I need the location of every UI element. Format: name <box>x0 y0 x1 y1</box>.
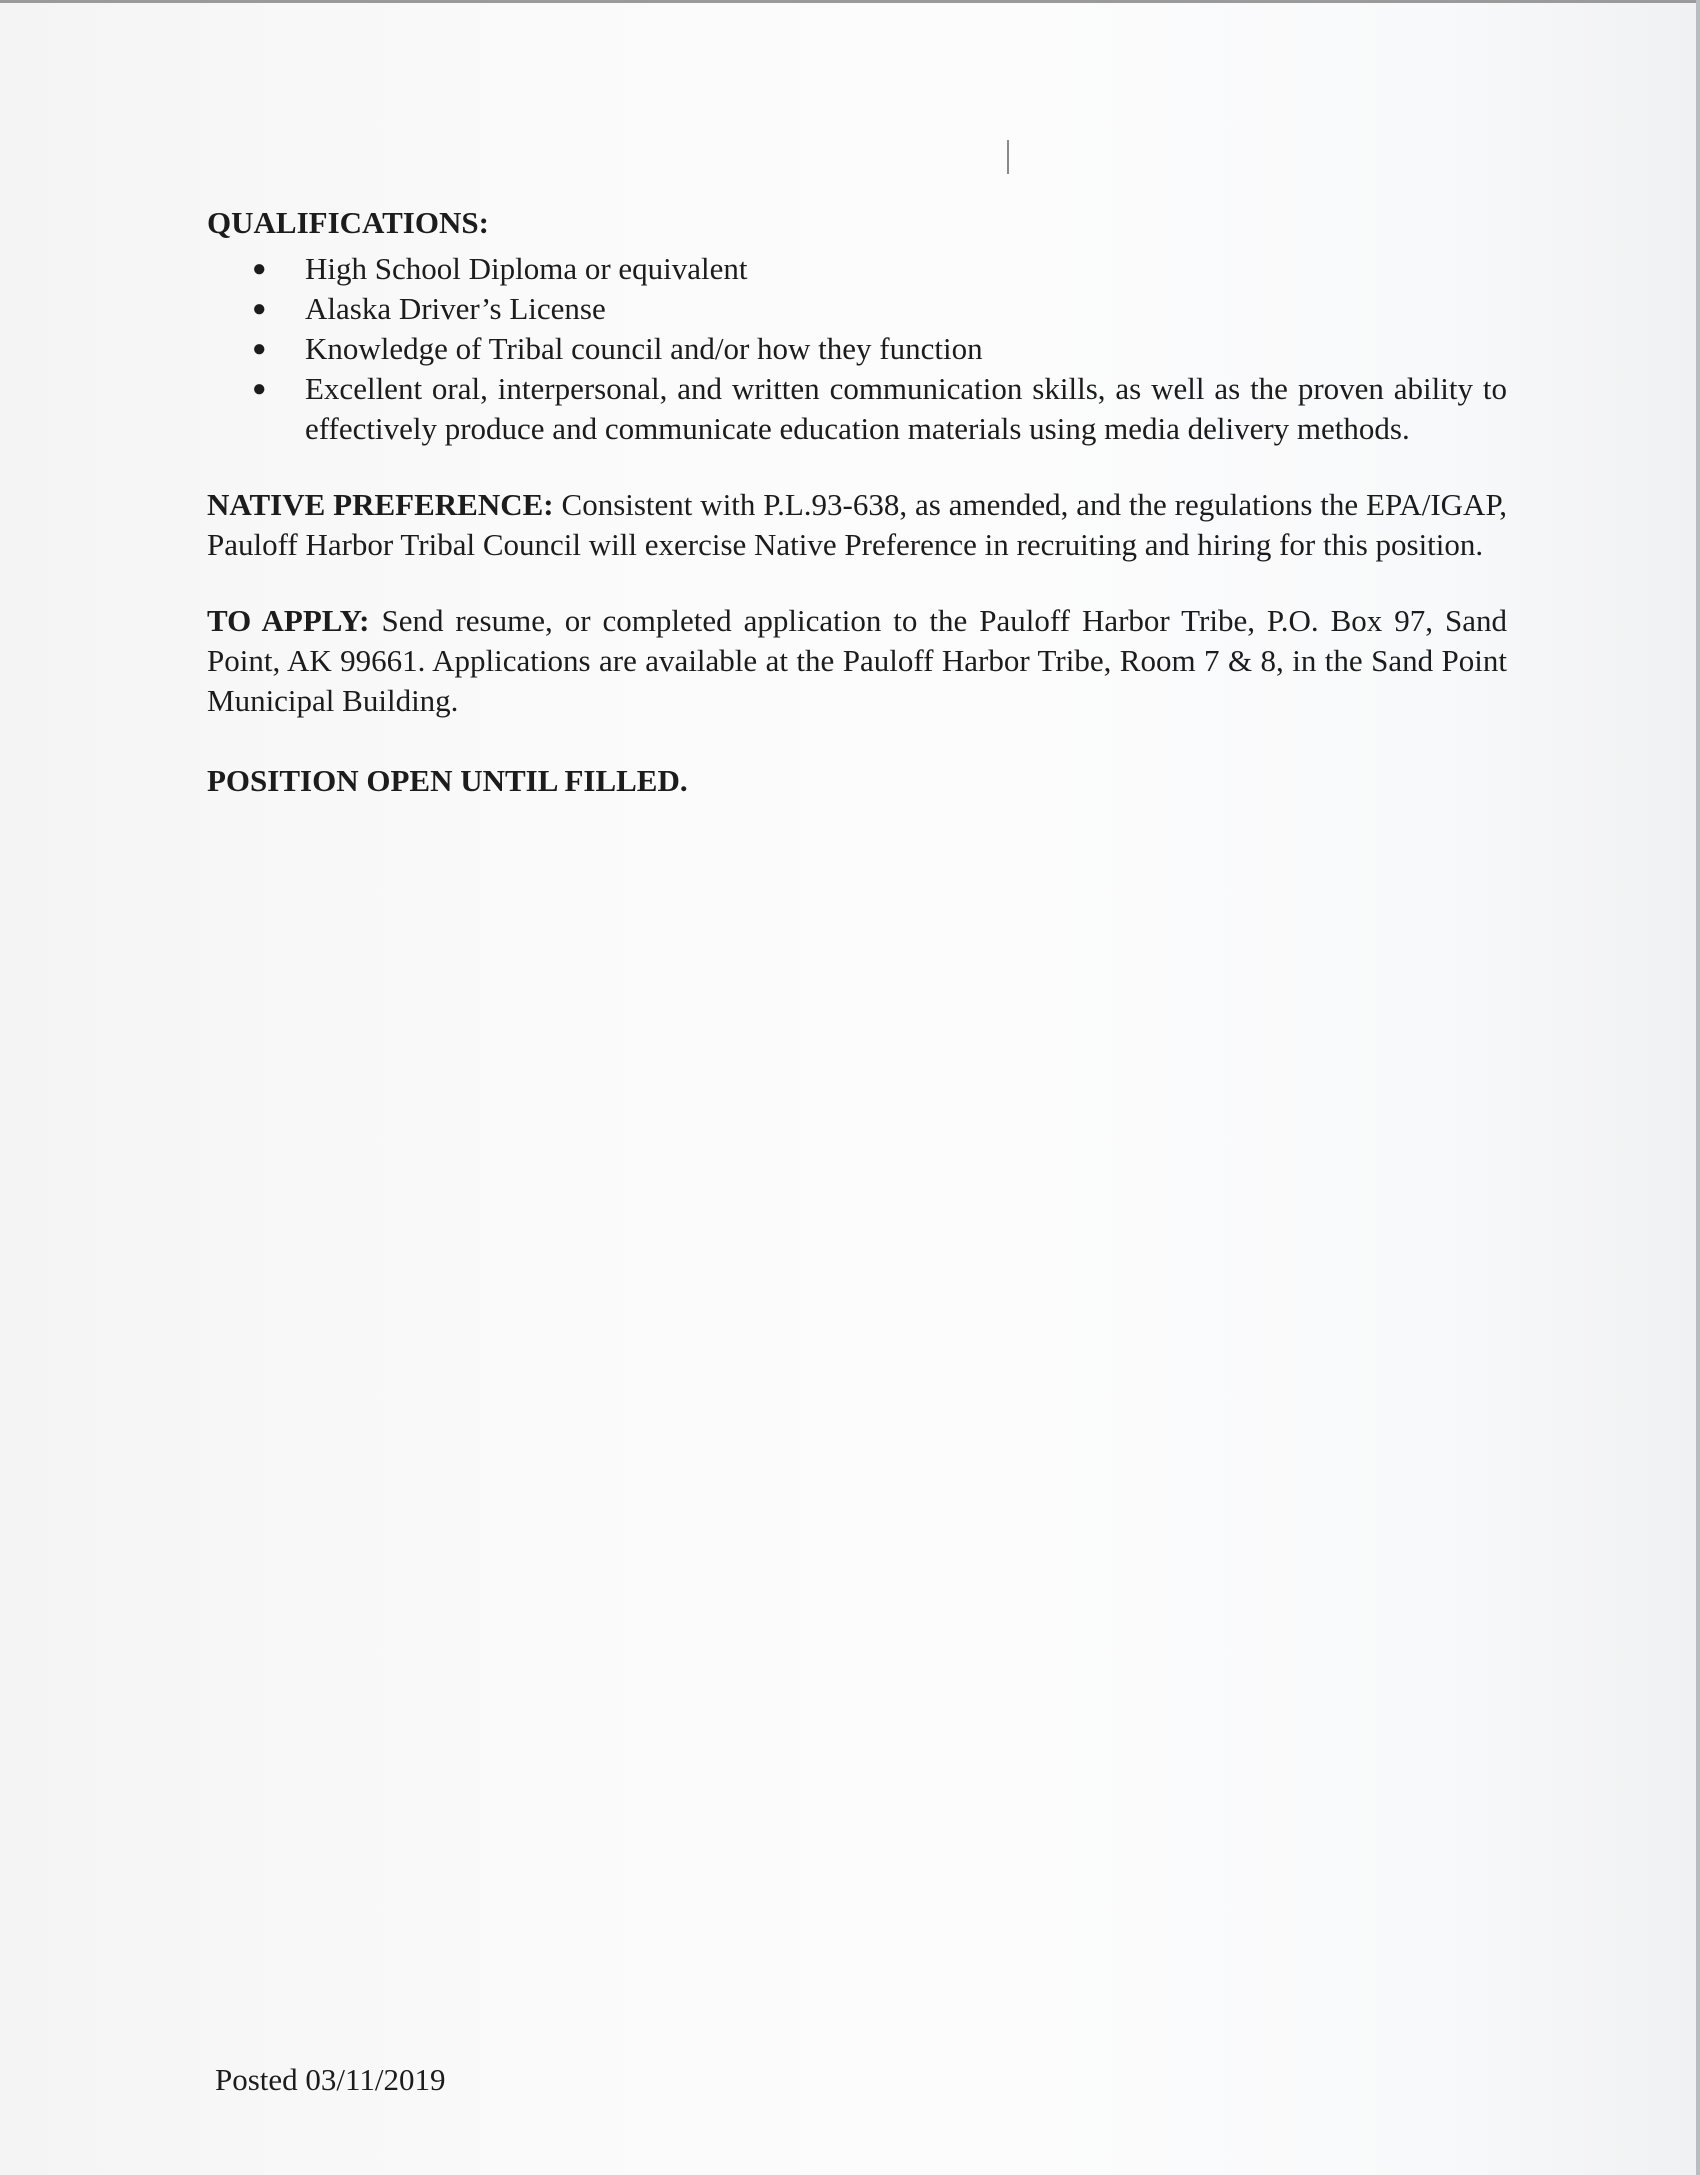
qualifications-heading: QUALIFICATIONS: <box>207 205 489 240</box>
scan-edge-right <box>1696 0 1700 2175</box>
to-apply-label: TO APPLY: <box>207 603 370 638</box>
qualification-text: Alaska Driver’s License <box>305 291 606 326</box>
qualification-item <box>207 369 1507 449</box>
bullet-icon: ● <box>252 376 267 402</box>
bullet-icon: ● <box>252 256 267 282</box>
to-apply-text: Send resume, or completed application to the Pauloff Harbor Tribe, P.O. Box 97, Sand Point, AK 99661. Applications are available at the Pauloff Harbor Tribe, Room 7 & 8, in the Sand Point Municipal Building. <box>207 603 1508 718</box>
qualification-text: Knowledge of Tribal council and/or how they function <box>305 331 983 366</box>
scan-edge-top <box>0 0 1700 3</box>
bullet-icon: ● <box>252 296 267 322</box>
qualification-item <box>207 249 1507 289</box>
position-status: POSITION OPEN UNTIL FILLED. <box>207 763 688 798</box>
qualifications-list <box>207 249 1507 449</box>
native-preference-text: Consistent with P.L.93-638, as amended, and the regulations the EPA/IGAP, Pauloff Harbor Tribal Council will exercise Native Preference in recruiting and hiring for this position. <box>207 487 1508 562</box>
posted-date: Posted 03/11/2019 <box>215 2062 446 2097</box>
qualification-text: Excellent oral, interpersonal, and written communication skills, as well as the proven ability to effectively produce and communicate education materials using media delivery methods. <box>305 371 1507 446</box>
to-apply-paragraph <box>207 601 1507 721</box>
scan-mark <box>1007 140 1009 174</box>
qualification-item <box>207 289 1507 329</box>
native-preference-paragraph <box>207 485 1507 565</box>
qualification-item <box>207 329 1507 369</box>
native-preference-label: NATIVE PREFERENCE: <box>207 487 554 522</box>
document-body <box>207 203 1507 801</box>
bullet-icon: ● <box>252 336 267 362</box>
qualification-text: High School Diploma or equivalent <box>305 251 748 286</box>
